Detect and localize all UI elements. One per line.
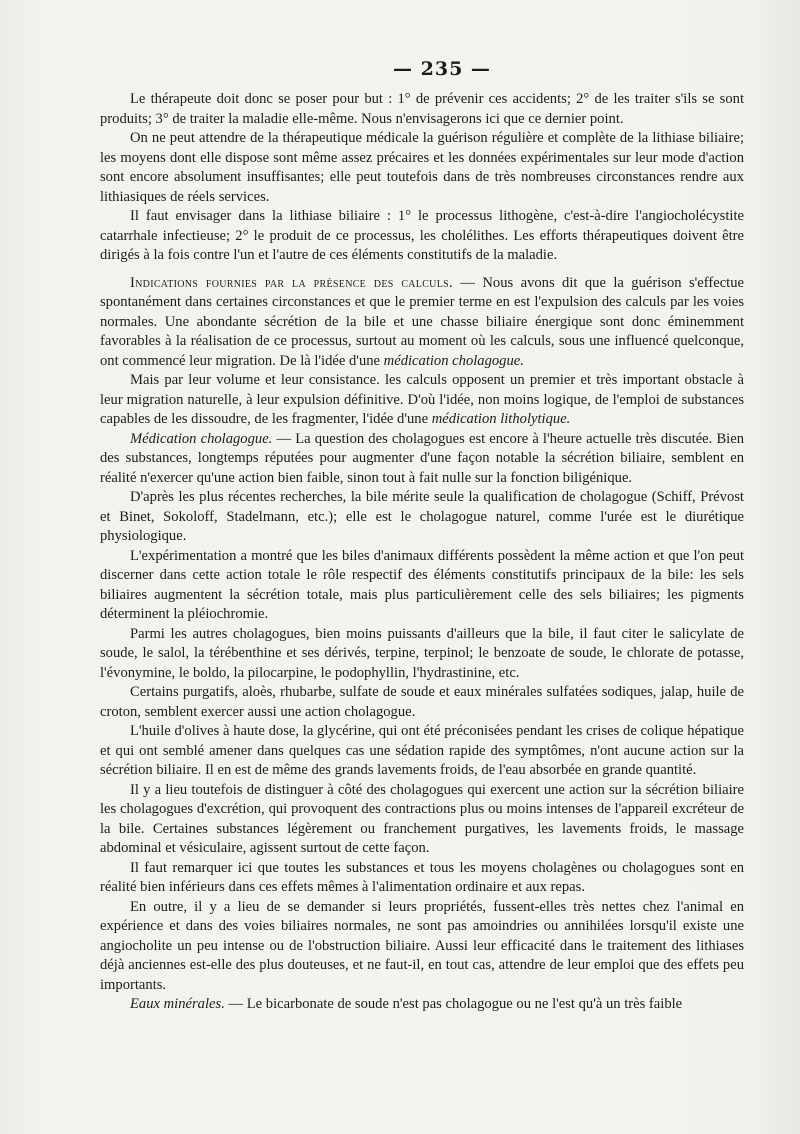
paragraph-3: Il faut envisager dans la lithiase biliaire : 1° le processus lithogène, c'est-à-dire l'angiocholécystite catarrhale infectieuse; 2° le produit de ce processus, les cholélithes. Les efforts thérapeutiques doivent être dirigés à la fois contre l'un et l'autre de ces éléments constitutifs de la maladie. <box>100 208 744 263</box>
paragraph-5: Mais par leur volume et leur consistance. les calculs opposent un premier et très important obstacle à leur migration naturelle, à leur expulsion définitive. D'où l'idée, non moins logique, de l'emploi de substances capables de les dissoudre, de les fragmenter, l'idée d'une médication litholytique. <box>100 372 744 427</box>
section-heading-indications: Indications fournies par la présence des calculs. <box>130 274 453 291</box>
paragraph-2: On ne peut attendre de la thérapeutique médicale la guérison régulière et complète de la lithiase biliaire; les moyens dont elle dispose sont même assez précaires et les données expérimentales sur leur mode d'action sont encore absolument insuffisantes; elle peut toutefois dans de très nombreuses circonstances rendre aux lithiasiques de réels services. <box>100 130 744 205</box>
paragraph-eaux-minerales: Eaux minérales. — Le bicarbonate de soude n'est pas cholagogue ou ne l'est qu'à un très faible <box>130 996 683 1012</box>
paragraph-7: D'après les plus récentes recherches, la bile mérite seule la qualification de cholagogue (Schiff, Prévost et Binet, Sokoloff, Stadelmann, etc.); elle est le cholagogue naturel, comme l'urée est le diurétique physiologique. <box>100 489 744 544</box>
paragraph-12: Il y a lieu toutefois de distinguer à côté des cholagogues qui exercent une action sur la sécrétion biliaire les cholagogues d'excrétion, qui provoquent des contractions plus ou moins intenses de l'appareil excréteur de la bile. Certaines substances légèrement ou franchement purgatives, les lavements froids, le massage abdominal et vésiculaire, agissent surtout de cette façon. <box>100 781 744 856</box>
paragraph-13: Il faut remarquer ici que toutes les substances et tous les moyens cholagènes ou cholagogues sont en réalité bien inférieurs dans ces effets mêmes à l'alimentation ordinaire et aux repas. <box>100 859 744 895</box>
paragraph-indications: Indications fournies par la présence des calculs. — Nous avons dit que la guérison s'effectue spontanément dans certaines circonstances et que le premier terme en est l'expulsion des calculs par les voies normales. Une abondante sécrétion de la bile et une chasse biliaire énergique sont donc éminemment favorables à la réalisation de ce processus, surtout au moment où les calculs, sous une influencé quelconque, ont commencé leur migration. De là l'idée d'une médication cholagogue. <box>100 274 745 369</box>
paragraph-9: Parmi les autres cholagogues, bien moins puissants d'ailleurs que la bile, il faut citer le salicylate de soude, le salol, la térébenthine et ses dérivés, terpine, terpinol; le benzoate de soude, le chlorate de potasse, l'évonymine, le boldo, la pilocarpine, le podophyllin, l'hydrastinine, etc. <box>100 625 744 681</box>
paragraph-10: Certains purgatifs, aloès, rhubarbe, sulfate de soude et eaux minérales sulfatées sodiques, jalap, huile de croton, semblent exercer aussi une action cholagogue. <box>100 684 744 720</box>
paragraph-14: En outre, il y a lieu de se demander si leurs propriétés, fussent-elles très nettes chez l'animal en expérience et dans des voies biliaires normales, ne sont pas amoindries ou annihilées lorsqu'il existe une angiocholite un peu intense ou de l'obstruction biliaire. Aussi leur efficacité dans le traitement des lithiases déjà anciennes est-elle des plus douteuses, et ne faut-il, en tout cas, attendre de leur emploi que des effets peu importants. <box>100 898 744 993</box>
body-text <box>100 90 744 1015</box>
paragraph-medication-cholagogue: Médication cholagogue. — La question des cholagogues est encore à l'heure actuelle très discutée. Bien des substances, longtemps réputées pour augmenter d'une façon notable la sécrétion biliaire, semblent en réalité n'exercer qu'une action bien faible, sinon tout à fait nulle sur la fonction biligénique. <box>100 430 745 486</box>
subsection-heading-cholagogue: Médication cholagogue. <box>130 430 273 447</box>
paragraph-11: L'huile d'olives à haute dose, la glycérine, qui ont été préconisées pendant les crises de colique hépatique et qui ont semblé amener dans quelques cas une sédation rapide des symptômes, n'ont aucune action sur la sécrétion biliaire. Il en est de même des grands lavements froids, de l'eau absorbée en grande quantité. <box>100 723 744 778</box>
page-number: — 235 — <box>393 58 491 80</box>
paragraph-1: Le thérapeute doit donc se poser pour but : 1° de prévenir ces accidents; 2° de les traiter s'ils se sont produits; 3° de traiter la maladie elle-même. Nous n'envisagerons ici que ce dernier point. <box>100 91 744 127</box>
subsection-heading-eaux-minerales: Eaux minérales. <box>130 996 225 1012</box>
paragraph-8: L'expérimentation a montré que les biles d'animaux différents possèdent la même action et que l'on peut discerner dans cette action totale le rôle respectif des éléments constitutifs principaux de la bile: les sels biliaires augmentent la sécrétion totale, mais plus particulièrement celle des sels biliaires; les pigments déterminent la pléiochromie. <box>100 547 744 622</box>
